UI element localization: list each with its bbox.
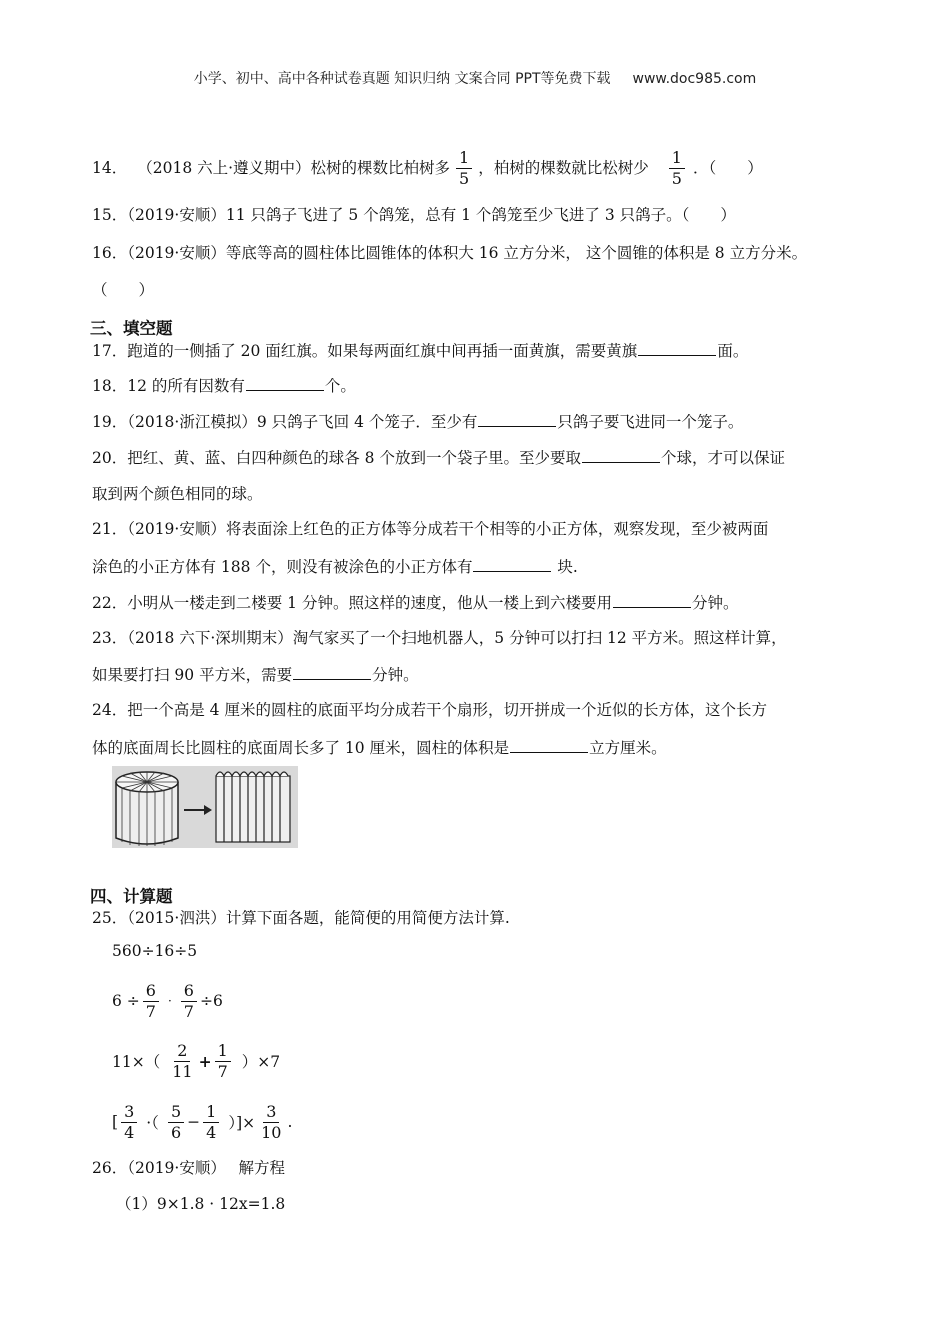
q18-answer-blank[interactable]: [246, 374, 324, 391]
question-22: 22．小明从一楼走到二楼要 1 分钟。照这样的速度，他从一楼上到六楼要用 分钟。: [92, 591, 738, 614]
question-20-line-1: 20．把红、黄、蓝、白四种颜色的球各 8 个放到一个袋子里。至少要取 个球，才可以保证: [92, 446, 785, 469]
expression-2: 6 ÷ $\frac{6}{7}$ · $\frac{6}{7}$ ÷6: [112, 980, 223, 1021]
question-19: 19．（2018·浙江模拟）9 只鸽子飞回 4 个笼子．至少有 只鸽子要飞进同一个笼子。: [92, 410, 743, 433]
question-17: 17．跑道的一侧插了 20 面红旗。如果每两面红旗中间再插一面黄旗，需要黄旗 面。: [92, 339, 748, 362]
expression-3: 11×（ $\frac{2}{11}$ + $\frac{1}{7}$ ）×7: [112, 1040, 281, 1081]
q14-fraction-1: $\frac{1}{5}$: [456, 149, 472, 188]
q14-number: 14．: [92, 159, 128, 177]
question-18: 18．12 的所有因数有 个。: [92, 374, 356, 397]
q19-answer-blank[interactable]: [478, 410, 556, 427]
question-21-line-1: 21．（2019·安顺）将表面涂上红色的正方体等分成若干个相等的小正方体，观察发现，至少被两面: [92, 520, 769, 538]
question-23-line-2: 如果要打扫 90 平方米，需要 分钟。: [92, 663, 419, 686]
question-20-line-2: 取到两个颜色相同的球。: [92, 485, 263, 503]
e2-fraction-2: $\frac{6}{7}$: [181, 982, 197, 1021]
expression-1: 560÷16÷5: [112, 942, 198, 960]
question-16-line-2: （ ）: [92, 281, 155, 299]
question-24-line-2: 体的底面周长比圆柱的底面周长多了 10 厘米，圆柱的体积是 立方厘米。: [92, 736, 667, 759]
q20-answer-blank[interactable]: [582, 446, 660, 463]
q14-text-mid: ，柏树的棵数就比松树少: [478, 159, 649, 177]
e4-fraction-2: $\frac{5}{6}$: [168, 1103, 184, 1142]
page-header: [0, 68, 950, 88]
question-24-line-1: 24．把一个高是 4 厘米的圆柱的底面平均分成若干个扇形，切开拼成一个近似的长方体，这个长方: [92, 701, 767, 719]
q24-answer-blank[interactable]: [510, 736, 588, 753]
q21-answer-blank[interactable]: [473, 555, 551, 572]
cuboid-shape: [216, 772, 290, 842]
question-16-line-1: 16．（2019·安顺）等底等高的圆柱体比圆锥体的体积大 16 立方分米， 这个圆锥的体积是 8 立方分米。: [92, 244, 808, 262]
q14-fraction-2: $\frac{1}{5}$: [669, 149, 685, 188]
e3-fraction-1: $\frac{2}{11}$: [172, 1040, 193, 1081]
expression-4: [ $\frac{3}{4}$ ·（ $\frac{5}{6}$ − $\frac{1}{4}$ ）]× $\frac{3}{10}$ .: [112, 1101, 293, 1142]
cylinder-to-cuboid-figure: [112, 766, 298, 848]
header-url[interactable]: www.doc985.com: [632, 71, 757, 87]
question-14: [92, 146, 763, 190]
e4-fraction-1: $\frac{3}{4}$: [121, 1103, 137, 1142]
q22-answer-blank[interactable]: [613, 591, 691, 608]
e4-fraction-4: $\frac{3}{10}$: [261, 1101, 282, 1142]
cylinder-to-cuboid-illustration: [112, 766, 298, 848]
question-15: 15．（2019·安顺）11 只鸽子飞进了 5 个鸽笼，总有 1 个鸽笼至少飞进了 3 只鸽子。（ ）: [92, 206, 736, 224]
question-23-line-1: 23．（2018 六下·深圳期末）淘气家买了一个扫地机器人，5 分钟可以打扫 12 平方米。照这样计算，: [92, 629, 787, 647]
q23-answer-blank[interactable]: [293, 663, 371, 680]
cylinder-shape: [116, 772, 178, 846]
e3-fraction-2: $\frac{1}{7}$: [215, 1042, 231, 1081]
question-21-line-2: 涂色的小正方体有 188 个，则没有被涂色的小正方体有 块.: [92, 555, 578, 578]
question-26-part-1: （1）9×1.8 · 12x=1.8: [116, 1195, 286, 1213]
q14-text-post: ．（ ）: [692, 159, 763, 177]
header-text: 小学、初中、高中各种试卷真题 知识归纳 文案合同 PPT等免费下载: [193, 71, 611, 87]
q14-text-pre: （2018 六上·遵义期中）松树的棵数比柏树多: [137, 159, 451, 177]
section-4-title: 四、计算题: [90, 887, 173, 906]
section-3-title: 三、填空题: [90, 319, 173, 338]
q17-answer-blank[interactable]: [638, 339, 716, 356]
question-25-intro: 25．（2015·泗洪）计算下面各题，能简便的用简便方法计算.: [92, 909, 510, 927]
question-26-intro: 26．（2019·安顺） 解方程: [92, 1159, 286, 1177]
e4-fraction-3: $\frac{1}{4}$: [203, 1103, 219, 1142]
e2-fraction-1: $\frac{6}{7}$: [143, 982, 159, 1021]
